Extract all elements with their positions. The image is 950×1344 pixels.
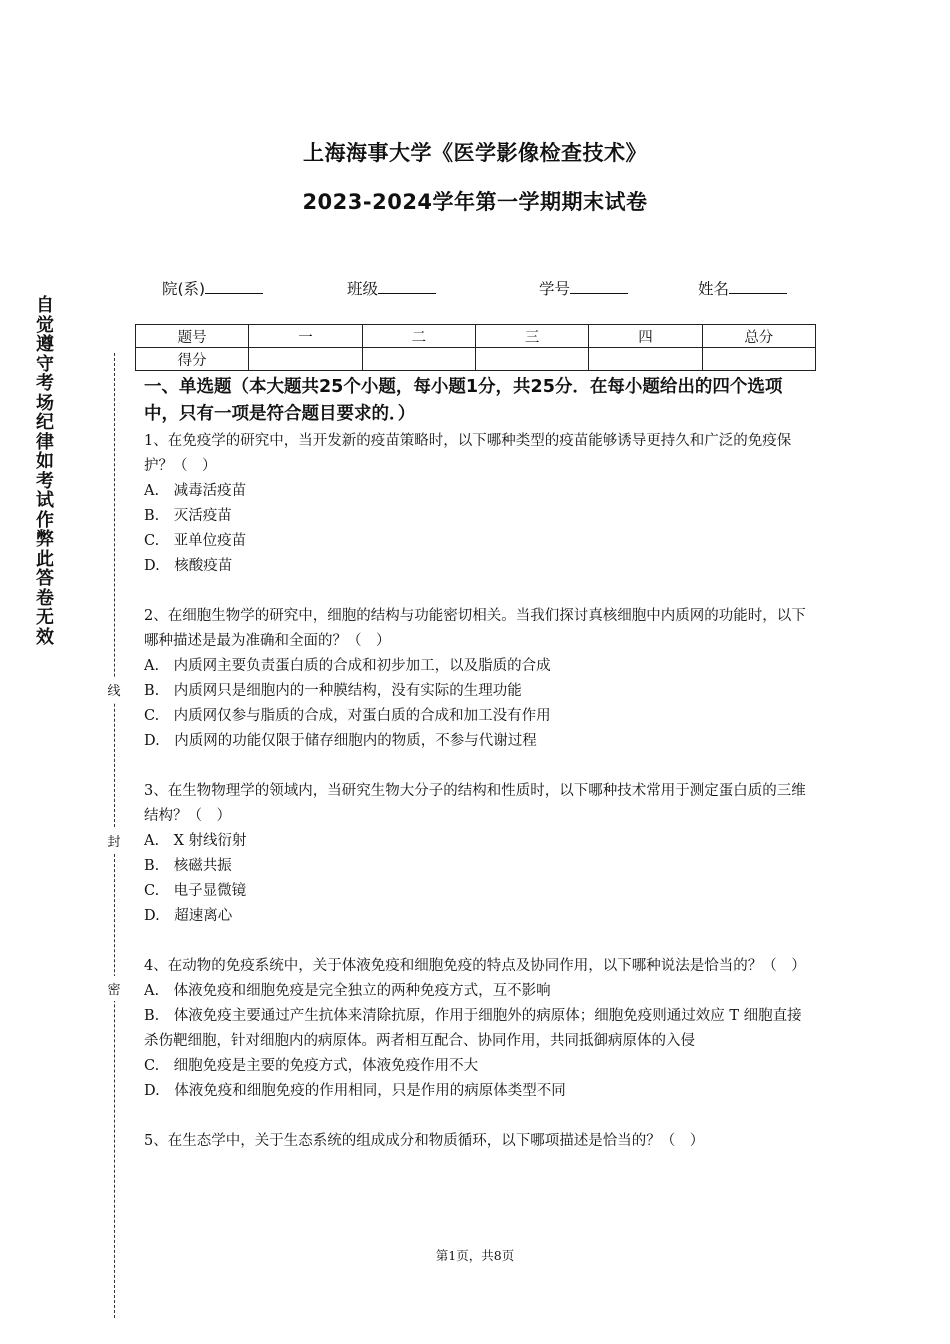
side-notice: 自觉遵守考场纪律如考试作弊此答卷无效 [36,295,54,648]
score-table-cell [475,348,588,371]
score-table-cell: 一 [249,325,362,348]
score-table-cell: 四 [589,325,702,348]
page-footer: 第1页，共8页 [435,1248,515,1263]
question [144,954,814,1104]
question-option: C. 亚单位疫苗 [144,533,247,549]
question-stem: 5、在生态学中，关于生态系统的组成成分和物质循环，以下哪项描述是恰当的？（ ） [144,1133,705,1149]
department-label: 院(系) [162,280,206,298]
question-option: D. 核酸疫苗 [144,558,233,574]
question-option: B. 体液免疫主要通过产生抗体来清除抗原，作用于细胞外的病原体；细胞免疫则通过效应 T 细胞直接杀伤靶细胞，针对细胞内的病原体。两者相互配合、协同作用，共同抵御病原体的入侵 [144,1008,802,1049]
question-option: A. 减毒活疫苗 [144,483,247,499]
question-stem: 3、在生物物理学的领域内，当研究生物大分子的结构和性质时，以下哪种技术常用于测定蛋白质的三维结构？（ ） [144,783,806,824]
student-id-label: 学号 [539,280,571,298]
department-blank [205,277,263,294]
question [144,779,814,929]
score-table [135,324,816,371]
question-option: B. 内质网只是细胞内的一种膜结构，没有实际的生理功能 [144,683,522,699]
question-option: C. 内质网仅参与脂质的合成，对蛋白质的合成和加工没有作用 [144,708,551,724]
class-blank [378,277,436,294]
score-table-cell [702,348,815,371]
binding-mark-line: 线 [106,677,122,702]
question [144,429,814,579]
question-option: A. 体液免疫和细胞免疫是完全独立的两种免疫方式，互不影响 [144,983,551,999]
score-table-cell: 总分 [702,325,815,348]
score-table-cell [362,348,475,371]
question-stem: 2、在细胞生物学的研究中，细胞的结构与功能密切相关。当我们探讨真核细胞中内质网的功能时，以下哪种描述是最为准确和全面的？（ ） [144,608,806,649]
question-option: A. X 射线衍射 [144,833,247,849]
score-table-cell: 题号 [136,325,249,348]
class-label: 班级 [347,280,379,298]
score-table-cell: 三 [475,325,588,348]
name-label: 姓名 [698,280,730,298]
binding-mark-sealed: 密 [106,976,122,1001]
score-table-header-row [136,325,816,348]
question-option: B. 核磁共振 [144,858,232,874]
student-id-blank [570,277,628,294]
question-stem: 1、在免疫学的研究中，当开发新的疫苗策略时，以下哪种类型的疫苗能够诱导更持久和广泛的免疫保护？（ ） [144,433,792,474]
score-table-score-row [136,348,816,371]
score-table-cell [249,348,362,371]
score-table-cell: 得分 [136,348,249,371]
class-field [347,277,436,299]
exam-title-line2: 2023-2024学年第一学期期末试卷 [302,190,648,214]
score-table-cell [589,348,702,371]
question [144,604,814,754]
question-option: C. 电子显微镜 [144,883,247,899]
binding-mark-seal: 封 [106,828,122,853]
student-id-field [539,277,628,299]
question [144,1129,814,1154]
section-heading: 一、单选题（本大题共25个小题，每小题1分，共25分．在每小题给出的四个选项中，只有一项是符合题目要求的．） [144,377,783,424]
question-content [144,374,814,1154]
department-field [162,277,263,299]
question-option: A. 内质网主要负责蛋白质的合成和初步加工，以及脂质的合成 [144,658,551,674]
question-stem: 4、在动物的免疫系统中，关于体液免疫和细胞免疫的特点及协同作用，以下哪种说法是恰当的？（ ） [144,958,806,974]
question-option: D. 体液免疫和细胞免疫的作用相同，只是作用的病原体类型不同 [144,1083,566,1099]
question-option: C. 细胞免疫是主要的免疫方式，体液免疫作用不大 [144,1058,479,1074]
name-field [698,277,787,299]
question-option: D. 超速离心 [144,908,233,924]
exam-title-line1: 上海海事大学《医学影像检查技术》 [303,141,647,165]
question-option: B. 灭活疫苗 [144,508,232,524]
question-option: D. 内质网的功能仅限于储存细胞内的物质，不参与代谢过程 [144,733,537,749]
score-table-cell: 二 [362,325,475,348]
name-blank [729,277,787,294]
